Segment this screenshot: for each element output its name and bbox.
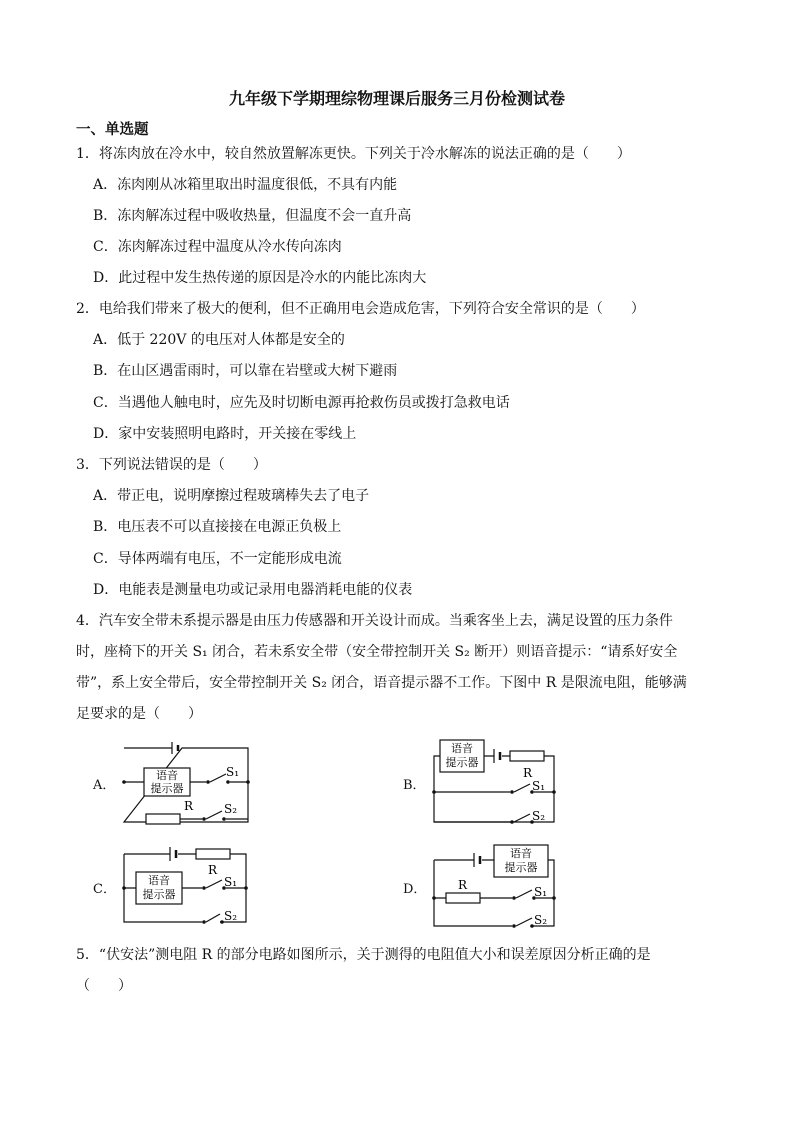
circuit-c-resistor-label: R	[208, 863, 218, 877]
question-5-line-1: 5．“伏安法”测电阻 R 的部分电路如图所示，关于测得的电阻值大小和误差原因分析正确的是	[76, 947, 651, 963]
question-4-line-1: 4．汽车安全带未系提示器是由压力传感器和开关设计而成。当乘客坐上去，满足设置的压力条件	[76, 613, 673, 629]
circuit-a-diagram	[118, 738, 258, 830]
question-5-line-2: （ ）	[76, 978, 132, 994]
question-4-line-4: 足要求的是（ ）	[76, 706, 202, 722]
section-heading: 一、单选题	[76, 122, 149, 138]
circuit-a-s1-label: S₁	[226, 765, 240, 779]
question-2-stem: 2．电给我们带来了极大的便利，但不正确用电会造成危害，下列符合安全常识的是（ ）	[76, 301, 645, 317]
circuit-b-resistor-label: R	[523, 766, 533, 780]
question-4-line-2: 时，座椅下的开关 S₁ 闭合，若未系安全带（安全带控制开关 S₂ 断开）则语音提示：“请系好安全	[76, 644, 678, 660]
circuit-d-label[interactable]: D．	[403, 882, 427, 897]
circuit-d-resistor-label: R	[458, 878, 468, 892]
question-1-option-c[interactable]: C．冻肉解冻过程中温度从冷水传向冻肉	[93, 239, 342, 255]
circuit-b-diagram	[428, 736, 562, 828]
circuit-a-device-line1: 语音	[156, 769, 178, 782]
question-3-stem: 3．下列说法错误的是（ ）	[76, 457, 267, 473]
circuit-d-device-line1: 语音	[510, 847, 532, 860]
circuit-c-device-line2: 提示器	[142, 888, 176, 901]
circuit-d-s2-label: S₂	[534, 913, 548, 927]
question-2-option-c[interactable]: C．当遇他人触电时，应先及时切断电源再抢救伤员或拨打急救电话	[93, 395, 510, 411]
circuit-b-device-line1: 语音	[451, 742, 473, 755]
question-1-option-d[interactable]: D．此过程中发生热传递的原因是冷水的内能比冻肉大	[93, 270, 427, 286]
circuit-d-s1-label: S₁	[534, 885, 548, 899]
question-1-option-b[interactable]: B．冻肉解冻过程中吸收热量，但温度不会一直升高	[93, 208, 412, 224]
question-2-option-d[interactable]: D．家中安装照明电路时，开关接在零线上	[93, 426, 357, 442]
question-1-stem: 1．将冻肉放在冷水中，较自然放置解冻更快。下列关于冷水解冻的说法正确的是（ ）	[76, 146, 631, 162]
question-3-option-c[interactable]: C．导体两端有电压，不一定能形成电流	[93, 551, 342, 567]
circuit-a-device-line2: 提示器	[150, 782, 184, 795]
circuit-a-resistor-label: R	[184, 799, 194, 813]
circuit-c-diagram	[118, 842, 258, 934]
circuit-b-s1-label: S₁	[532, 779, 546, 793]
question-3-option-a[interactable]: A．带正电，说明摩擦过程玻璃棒失去了电子	[93, 488, 370, 504]
circuit-c-device-line1: 语音	[148, 874, 170, 887]
circuit-c-label[interactable]: C．	[93, 882, 116, 897]
question-4-line-3: 带”，系上安全带后，安全带控制开关 S₂ 闭合，语音提示器不工作。下图中 R 是限流电阻，能够满	[76, 675, 687, 691]
circuit-b-device-line2: 提示器	[445, 756, 479, 769]
circuit-a-label[interactable]: A．	[93, 778, 116, 793]
question-3-option-d[interactable]: D．电能表是测量电功或记录用电器消耗电能的仪表	[93, 582, 413, 598]
circuit-c-s2-label: S₂	[224, 909, 238, 923]
question-2-option-b[interactable]: B．在山区遇雷雨时，可以靠在岩壁或大树下避雨	[93, 363, 398, 379]
circuit-b-s2-label: S₂	[532, 809, 546, 823]
page-title: 九年级下学期理综物理课后服务三月份检测试卷	[228, 89, 565, 108]
circuit-d-device-line2: 提示器	[504, 861, 538, 874]
circuit-a-s2-label: S₂	[224, 802, 238, 816]
circuit-c-s1-label: S₁	[224, 875, 238, 889]
circuit-d-diagram	[428, 842, 562, 934]
circuit-b-label[interactable]: B．	[403, 778, 426, 793]
question-1-option-a[interactable]: A．冻肉刚从冰箱里取出时温度很低，不具有内能	[93, 177, 398, 193]
question-3-option-b[interactable]: B．电压表不可以直接接在电源正负极上	[93, 519, 342, 535]
question-2-option-a[interactable]: A．低于 220V 的电压对人体都是安全的	[93, 332, 345, 348]
